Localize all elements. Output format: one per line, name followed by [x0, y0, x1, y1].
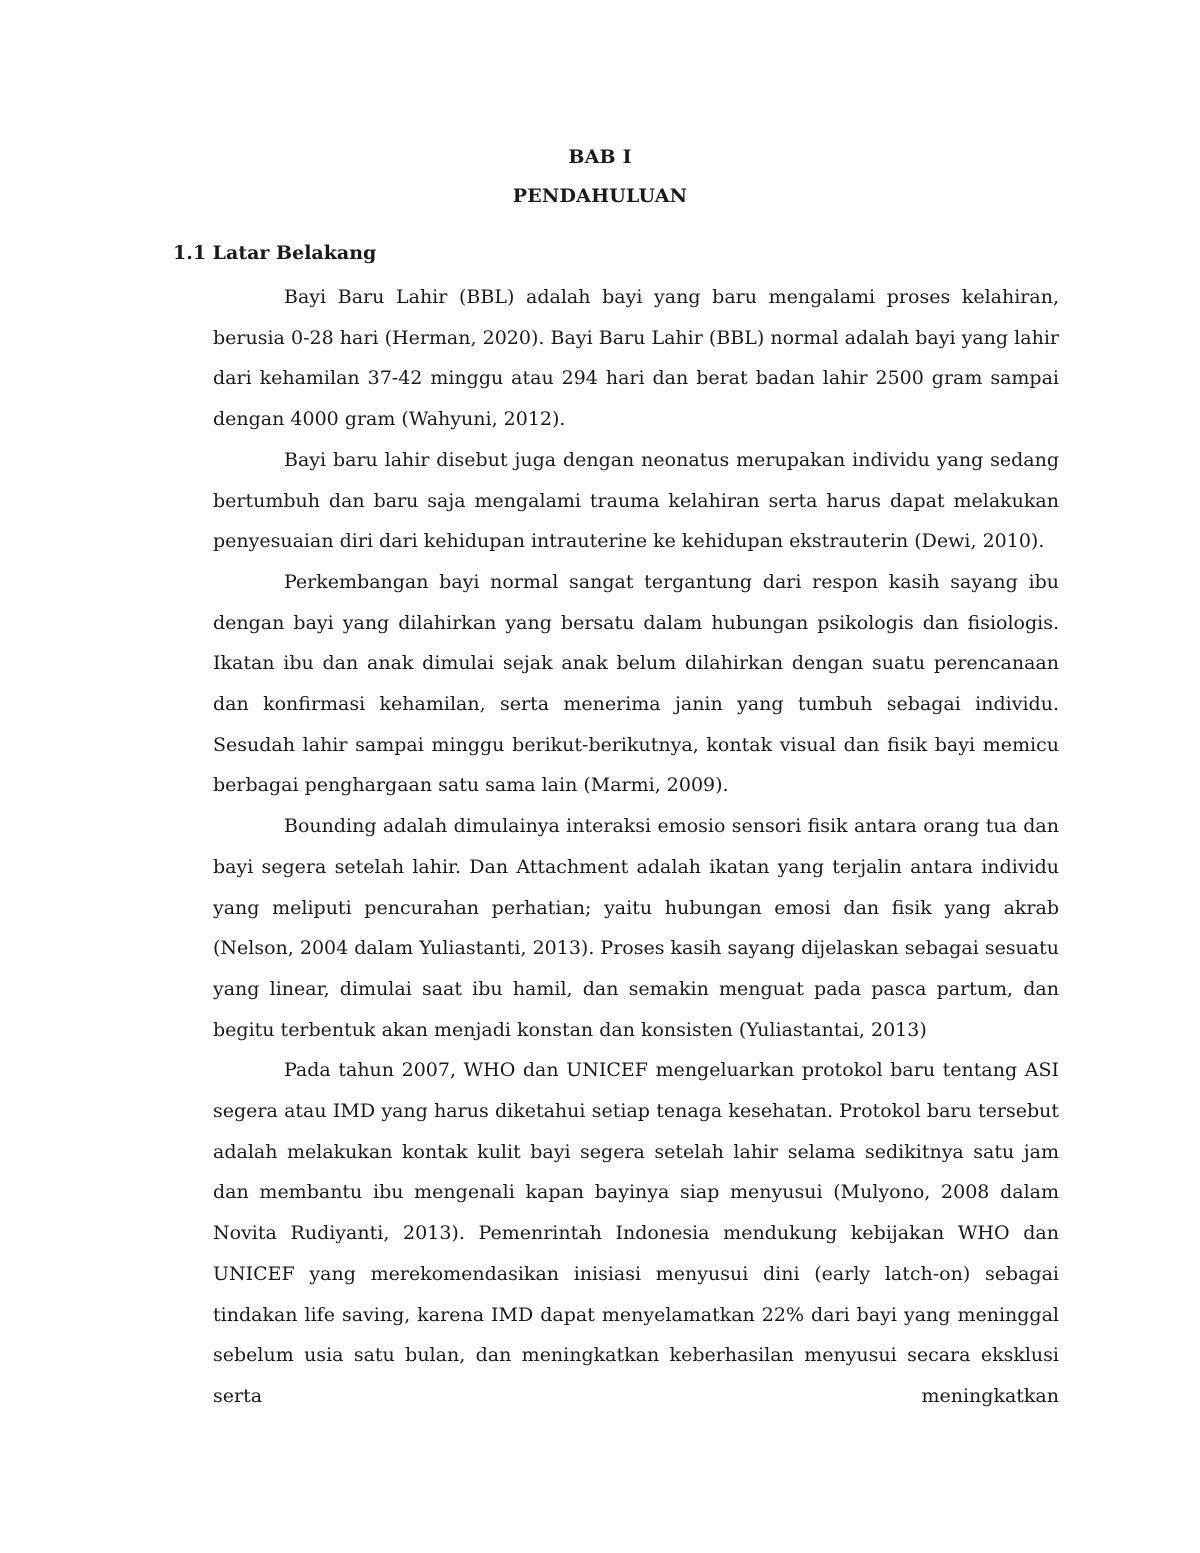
paragraph: Pada tahun 2007, WHO dan UNICEF mengeluarkan protokol baru tentang ASI segera atau IMD yang harus diketahui setiap tenaga kesehatan. Protokol baru tersebut adalah melakukan kontak kulit bayi segera setelah lahir selama sedikitnya satu jam dan membantu ibu mengenali kapan bayinya siap menyusui (Mulyono, 2008 dalam Novita Rudiyanti, 2013). Pemenrintah Indonesia mendukung kebijakan WHO dan UNICEF yang merekomendasikan inisiasi menyusui dini (early latch-on) sebagai tindakan life saving, karena IMD dapat menyelamatkan 22% dari bayi yang meninggal sebelum usia satu bulan, dan meningkatkan keberhasilan menyusui secara eksklusi serta meningkatkan: [213, 1059, 1059, 1407]
paragraph: Perkembangan bayi normal sangat tergantung dari respon kasih sayang ibu dengan bayi yang dilahirkan yang bersatu dalam hubungan psikologis dan fisiologis. Ikatan ibu dan anak dimulai sejak anak belum dilahirkan dengan suatu perencanaan dan konfirmasi kehamilan, serta menerima janin yang tumbuh sebagai individu. Sesudah lahir sampai minggu berikut-berikutnya, kontak visual dan fisik bayi memicu berbagai penghargaan satu sama lain (Marmi, 2009).: [213, 570, 1059, 797]
chapter-number: BAB I: [568, 146, 632, 168]
section-heading: 1.1 Latar Belakang: [173, 242, 377, 264]
body-text: [213, 277, 1059, 1417]
paragraph: Bayi Baru Lahir (BBL) adalah bayi yang baru mengalami proses kelahiran, berusia 0-28 hari (Herman, 2020). Bayi Baru Lahir (BBL) normal adalah bayi yang lahir dari kehamilan 37-42 minggu atau 294 hari dan berat badan lahir 2500 gram sampai dengan 4000 gram (Wahyuni, 2012).: [213, 286, 1059, 431]
paragraph: Bayi baru lahir disebut juga dengan neonatus merupakan individu yang sedang bertumbuh dan baru saja mengalami trauma kelahiran serta harus dapat melakukan penyesuaian diri dari kehidupan intrauterine ke kehidupan ekstrauterin (Dewi, 2010).: [213, 448, 1059, 553]
paragraph: Bounding adalah dimulainya interaksi emosio sensori fisik antara orang tua dan bayi segera setelah lahir. Dan Attachment adalah ikatan yang terjalin antara individu yang meliputi pencurahan perhatian; yaitu hubungan emosi dan fisik yang akrab (Nelson, 2004 dalam Yuliastanti, 2013). Proses kasih sayang dijelaskan sebagai sesuatu yang linear, dimulai saat ibu hamil, dan semakin menguat pada pasca partum, dan begitu terbentuk akan menjadi konstan dan konsisten (Yuliastantai, 2013): [213, 815, 1059, 1041]
chapter-title: PENDAHULUAN: [512, 185, 688, 207]
